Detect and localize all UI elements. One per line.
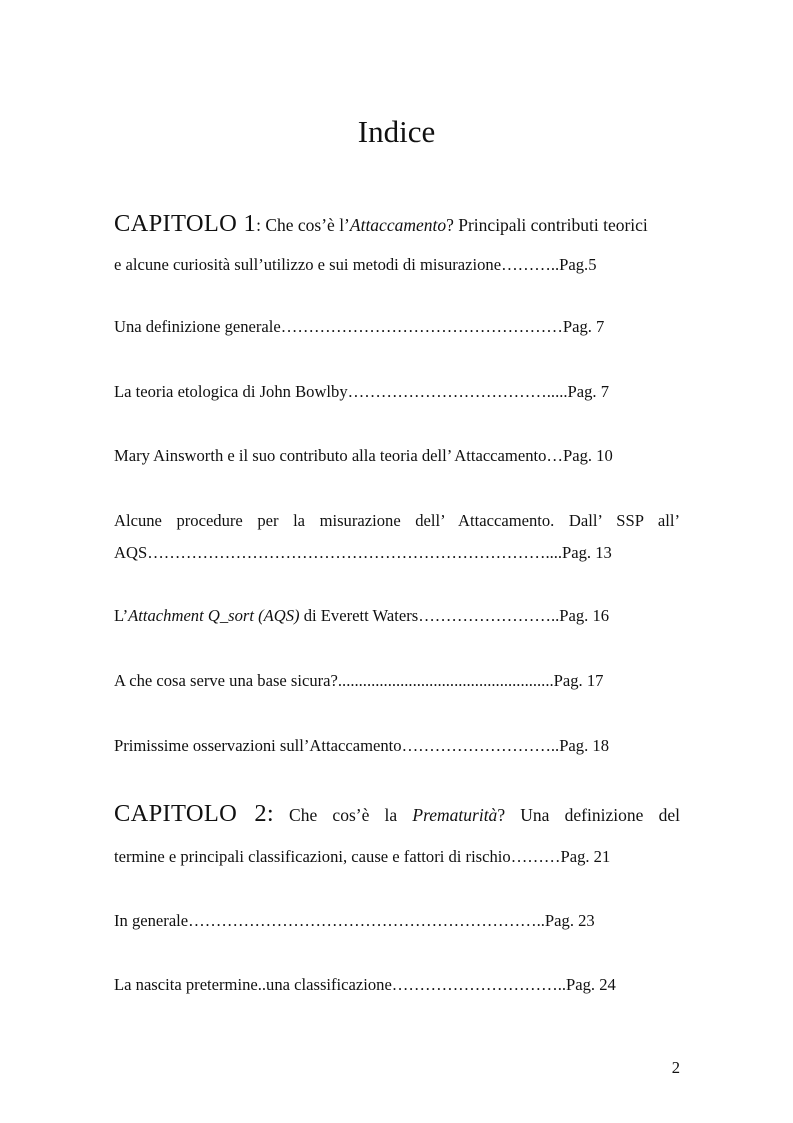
toc-chapter-1-line-1[interactable] — [114, 210, 680, 237]
toc-entry-attachment-qsort-post: di Everett Waters……………………..Pag. 16 — [299, 606, 610, 625]
toc-entry-teoria-etologica[interactable]: La teoria etologica di John Bowlby……………………………….....Pag. 7 — [114, 382, 609, 401]
toc-entry-procedure-line-2[interactable]: AQS………………………………………………………………....Pag. 13 — [114, 543, 612, 562]
toc-entry-base-sicura[interactable]: A che cosa serve una base sicura?....................................................Pag. 17 — [114, 671, 604, 690]
toc-entry-attachment-qsort-pre: L’ — [114, 606, 129, 625]
toc-entry-attachment-qsort[interactable] — [114, 605, 680, 627]
toc-chapter-2-line-1[interactable] — [114, 800, 680, 827]
toc-chapter-1-line-2[interactable]: e alcune curiosità sull’utilizzo e sui metodi di misurazione………..Pag.5 — [114, 255, 597, 274]
chapter-1-title-emphasis: Attaccamento — [349, 215, 447, 235]
toc-entry-attachment-qsort-emphasis: Attachment Q_sort (AQS) — [128, 606, 300, 625]
toc-entry-definizione-generale[interactable]: Una definizione generale……………………………………………Pag. 7 — [114, 317, 605, 336]
chapter-2-title-part-2: ? Una definizione del — [497, 805, 680, 825]
page-title: Indice — [357, 114, 436, 149]
chapter-1-title-part-1: Che cos’è l’ — [265, 215, 350, 235]
chapter-2-label: CAPITOLO 2: — [114, 800, 275, 827]
page-number: 2 — [671, 1058, 680, 1077]
toc-entry-in-generale[interactable]: In generale………………………………………………………..Pag. 23 — [114, 911, 595, 930]
toc-chapter-2-line-2[interactable]: termine e principali classificazioni, cause e fattori di rischio………Pag. 21 — [114, 847, 611, 866]
chapter-2-title-emphasis: Prematurità — [412, 805, 498, 825]
chapter-2-title-part-1: Che cos’è la — [289, 805, 413, 825]
chapter-1-separator: : — [256, 215, 266, 235]
chapter-1-label: CAPITOLO 1 — [114, 210, 257, 237]
toc-entry-nascita-pretermine[interactable]: La nascita pretermine..una classificazione…………………………..Pag. 24 — [114, 975, 616, 994]
toc-entry-primissime-osservazioni[interactable]: Primissime osservazioni sull’Attaccamento………………………..Pag. 18 — [114, 736, 609, 755]
toc-entry-mary-ainsworth[interactable]: Mary Ainsworth e il suo contributo alla teoria dell’ Attaccamento…Pag. 10 — [114, 446, 613, 465]
toc-entry-procedure-line-1[interactable]: Alcune procedure per la misurazione dell’ Attaccamento. Dall’ SSP all’ — [114, 511, 680, 530]
chapter-1-title-part-2: ? Principali contributi teorici — [446, 215, 648, 235]
